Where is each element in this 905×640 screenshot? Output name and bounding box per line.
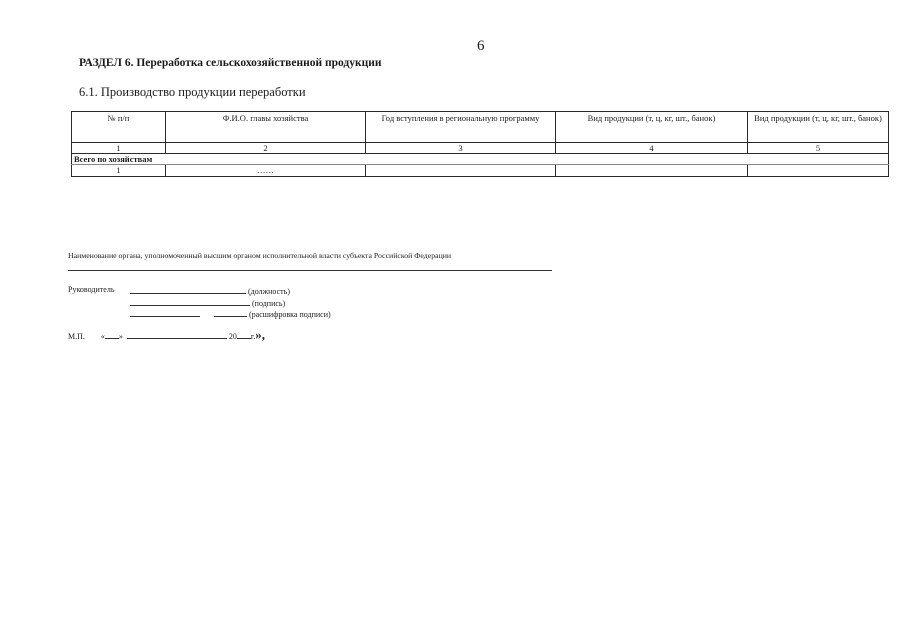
head-label-text: Руководитель bbox=[68, 285, 115, 294]
position-line bbox=[130, 285, 290, 296]
header-product-type-1: Вид продукции (т, ц, кг, шт., банок) bbox=[556, 112, 748, 143]
production-table bbox=[71, 111, 889, 177]
header-product-type-2: Вид продукции (т, ц, кг, шт., банок) bbox=[748, 112, 889, 143]
total-label: Всего по хозяйствам bbox=[72, 154, 889, 165]
year-suffix: г. bbox=[250, 332, 256, 341]
quote-open: « bbox=[100, 332, 105, 341]
year-prefix: 20 bbox=[228, 332, 237, 341]
closing-mark: », bbox=[255, 327, 266, 342]
year-blank bbox=[237, 330, 251, 339]
header-head-name: Ф.И.О. главы хозяйства bbox=[166, 112, 366, 143]
table-header-row bbox=[72, 112, 889, 143]
table-cell bbox=[748, 165, 889, 177]
position-caption: (должность) bbox=[248, 287, 290, 296]
column-number: 2 bbox=[166, 143, 366, 154]
column-number: 4 bbox=[556, 143, 748, 154]
table-cell: 1 bbox=[72, 165, 166, 177]
signature-line bbox=[130, 297, 285, 308]
decoding-blank-2 bbox=[214, 308, 247, 317]
table-row bbox=[72, 165, 889, 177]
table-cell: …… bbox=[166, 165, 366, 177]
table-cell bbox=[366, 165, 556, 177]
subsection-title: 6.1. Производство продукции переработки bbox=[79, 85, 306, 99]
head-label bbox=[68, 285, 114, 294]
column-number: 5 bbox=[748, 143, 889, 154]
stamp-date-row bbox=[68, 327, 265, 343]
org-label: Наименование органа, уполномоченный высшим органом исполнительной власти субъекта Российской Федерации bbox=[68, 251, 452, 260]
position-blank bbox=[130, 285, 246, 294]
section-title: РАЗДЕЛ 6. Переработка сельскохозяйственной продукции bbox=[79, 57, 382, 69]
column-number-row bbox=[72, 143, 889, 154]
decoding-line bbox=[130, 308, 331, 319]
signature-blank bbox=[130, 297, 250, 306]
quote-close: » bbox=[118, 332, 123, 341]
table-cell bbox=[556, 165, 748, 177]
column-number: 1 bbox=[72, 143, 166, 154]
org-name-line bbox=[68, 270, 552, 271]
header-row-number: № п/п bbox=[72, 112, 166, 143]
total-row bbox=[72, 154, 889, 165]
decoding-blank-1 bbox=[130, 308, 200, 317]
month-blank bbox=[127, 330, 227, 339]
header-join-year: Год вступления в региональную программу bbox=[366, 112, 556, 143]
page-number: 6 bbox=[477, 38, 485, 54]
signature-caption: (подпись) bbox=[252, 299, 286, 308]
stamp-label: М.П. bbox=[68, 332, 85, 341]
day-blank bbox=[105, 330, 119, 339]
column-number: 3 bbox=[366, 143, 556, 154]
decoding-caption: (расшифровка подписи) bbox=[249, 310, 331, 319]
